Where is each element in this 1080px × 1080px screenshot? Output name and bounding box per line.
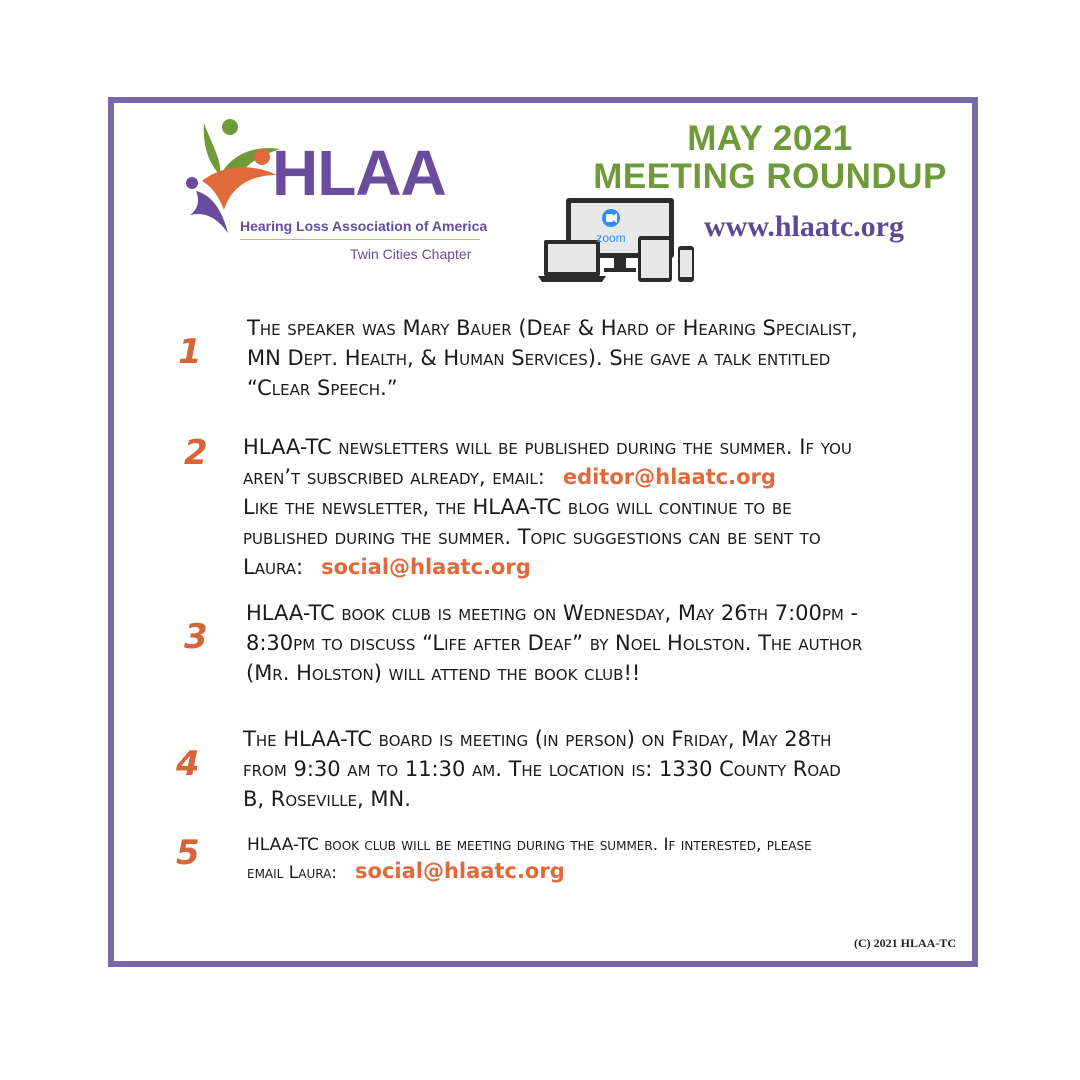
list-item-3 xyxy=(246,598,862,688)
list-item-4 xyxy=(243,724,841,814)
list-item-5 xyxy=(247,832,812,886)
item-3-line-1: HLAA-TC book club is meeting on Wednesday, May 26th 7:00pm - xyxy=(246,601,859,625)
item-number-4: 4 xyxy=(176,744,200,784)
item-number-2: 2 xyxy=(184,433,208,473)
item-2-line-5: Laura: social@hlaatc.org xyxy=(243,555,531,579)
website-link[interactable]: www.hlaatc.org xyxy=(704,210,904,243)
social-email-link-2[interactable]: social@hlaatc.org xyxy=(355,859,565,883)
page-title xyxy=(560,120,980,196)
item-number-1: 1 xyxy=(178,332,202,372)
logo-divider xyxy=(240,239,480,240)
item-4-line-1: The HLAA-TC board is meeting (in person) on Friday, May 28th xyxy=(243,727,832,751)
title-line-1: MAY 2021 xyxy=(687,119,853,158)
item-1-line-2: MN Dept. Health, & Human Services). She gave a talk entitled xyxy=(247,346,831,370)
title-line-2: MEETING ROUNDUP xyxy=(593,157,947,196)
item-4-line-3: B, Roseville, MN. xyxy=(243,787,411,811)
item-1-line-1: The speaker was Mary Bauer (Deaf & Hard of Hearing Specialist, xyxy=(247,316,858,340)
list-item-2 xyxy=(243,432,852,582)
item-2-line-1: HLAA-TC newsletters will be published during the summer. If you xyxy=(243,435,852,459)
hlaa-logo xyxy=(182,115,492,270)
item-5-line-2: email Laura: social@hlaatc.org xyxy=(247,859,565,883)
item-2-line-3: Like the newsletter, the HLAA-TC blog will continue to be xyxy=(243,495,792,519)
people-figures-icon xyxy=(182,115,282,235)
zoom-label: zoom xyxy=(596,231,626,245)
item-3-line-3: (Mr. Holston) will attend the book club!! xyxy=(246,661,641,685)
zoom-devices-icon xyxy=(538,196,698,288)
item-3-line-2: 8:30pm to discuss “Life after Deaf” by Noel Holston. The author xyxy=(246,631,863,655)
editor-email-link[interactable]: editor@hlaatc.org xyxy=(562,465,776,489)
logo-chapter: Twin Cities Chapter xyxy=(350,246,472,262)
item-2-line-2: aren’t subscribed already, email: editor@hlaatc.org xyxy=(243,465,776,489)
item-5-line-1: HLAA-TC book club will be meeting during the summer. If interested, please xyxy=(247,835,812,855)
logo-subtitle: Hearing Loss Association of America xyxy=(240,218,488,234)
item-4-line-2: from 9:30 am to 11:30 am. The location is: 1330 County Road xyxy=(243,757,841,781)
copyright: (C) 2021 HLAA-TC xyxy=(854,936,956,950)
item-number-5: 5 xyxy=(176,833,200,873)
list-item-1 xyxy=(247,313,858,403)
social-email-link[interactable]: social@hlaatc.org xyxy=(321,555,531,579)
item-number-3: 3 xyxy=(184,617,208,657)
logo-wordmark: HLAA xyxy=(272,137,446,209)
item-1-line-3: “Clear Speech.” xyxy=(247,376,398,400)
item-2-line-4: published during the summer. Topic suggestions can be sent to xyxy=(243,525,821,549)
